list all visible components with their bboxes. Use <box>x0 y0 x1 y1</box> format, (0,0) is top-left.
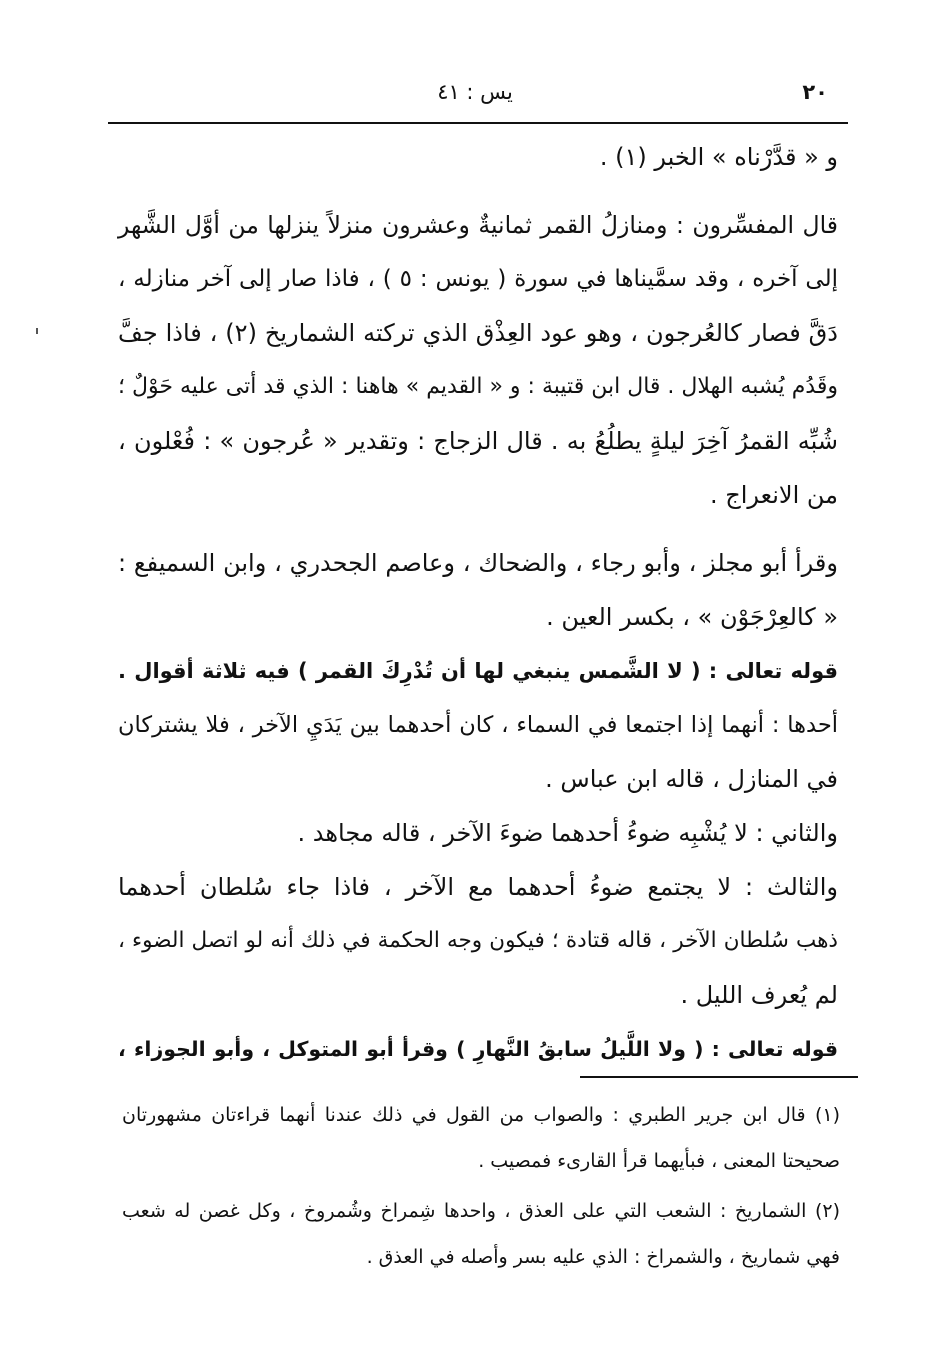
text-line: قوله تعالى : ( ولا اللَّيلُ سابقُ النَّهارِ ) وقرأ أبو المتوكل ، وأبو الجوزاء ، <box>118 1037 838 1061</box>
text-line: والثاني : لا يُشْبِه ضوءُ أحدهما ضوءَ الآخر ، قاله مجاهد . <box>297 819 838 847</box>
footnote-line: (٢) الشماريخ : الشعب التي على العذق ، واحدها شِمراخ وشُمروخ ، وكل غصن له شعب <box>122 1200 840 1222</box>
header-rule <box>108 122 848 124</box>
text-line: إلى آخره ، وقد سمَّيناها في سورة ( يونس : ٥ ) ، فاذا صار إلى آخر منازله ، <box>118 266 838 292</box>
text-line: قوله تعالى : ( لا الشَّمس ينبغي لها أن تُدْرِكَ القمر ) فيه ثلاثة أقوال . <box>118 659 838 683</box>
text-line: لم يُعرف الليل . <box>680 981 838 1009</box>
main-text <box>118 130 838 1076</box>
text-line: أحدها : أنهما إذا اجتمعا في السماء ، كان أحدهما بين يَدَيِ الآخر ، فلا يشتركان <box>118 712 838 738</box>
running-title: يس : ٤١ <box>437 80 513 104</box>
text-line: من الانعراج . <box>709 481 838 509</box>
text-line: في المنازل ، قاله ابن عباس . <box>545 765 838 793</box>
text-line: وقرأ أبو مجلز ، وأبو رجاء ، والضحاك ، وعاصم الجحدري ، وابن السميفع : <box>118 549 838 577</box>
footnote-line: صحيحتا المعنى ، فبأيهما قرأ القارىء فمصيب . <box>478 1150 840 1172</box>
footnote-line: فهي شماريخ ، والشمراخ : الذي عليه بسر وأصله في العذق . <box>366 1246 840 1268</box>
text-line: و « قدَّرْناه » الخبر (١) . <box>599 143 838 171</box>
text-line: وقَدُم يُشبه الهلال . قال ابن قتيبة : و « القديم » هاهنا : الذي قد أتى عليه حَوْلٌ ؛ <box>118 374 838 399</box>
page-header <box>110 78 840 118</box>
text-line: شُبِّه القمرُ آخِرَ ليلةٍ يطلُعُ به . قال الزجاج : وتقدير « عُرجون » : فُعْلون ، <box>118 427 838 455</box>
text-line: والثالث : لا يجتمع ضوءُ أحدهما مع الآخر ، فاذا جاء سُلطان أحدهما <box>118 873 838 901</box>
margin-mark <box>36 328 38 334</box>
text-line: ذهب سُلطان الآخر ، قاله قتادة ؛ فيكون وجه الحكمة في ذلك أنه لو اتصل الضوء ، <box>118 928 838 953</box>
footnote-line: (١) قال ابن جرير الطبري : والصواب من القول في ذلك عندنا أنهما قراءتان مشهورتان <box>122 1104 840 1126</box>
text-line: قال المفسِّرون : ومنازلُ القمر ثمانيةٌ وعشرون منزلاً ينزلها من أوَّل الشَّهر <box>118 211 838 239</box>
text-line: « كالعِرْجَوْن » ، بكسر العين . <box>546 603 838 631</box>
page-number: ٢٠ <box>802 80 828 104</box>
footnotes <box>122 1092 840 1280</box>
footnote-rule <box>580 1076 858 1078</box>
text-line: دَقَّ فصار كالعُرجون ، وهو عود العِذْق الذي تركته الشماريخ (٢) ، فاذا جفَّ <box>118 319 838 347</box>
